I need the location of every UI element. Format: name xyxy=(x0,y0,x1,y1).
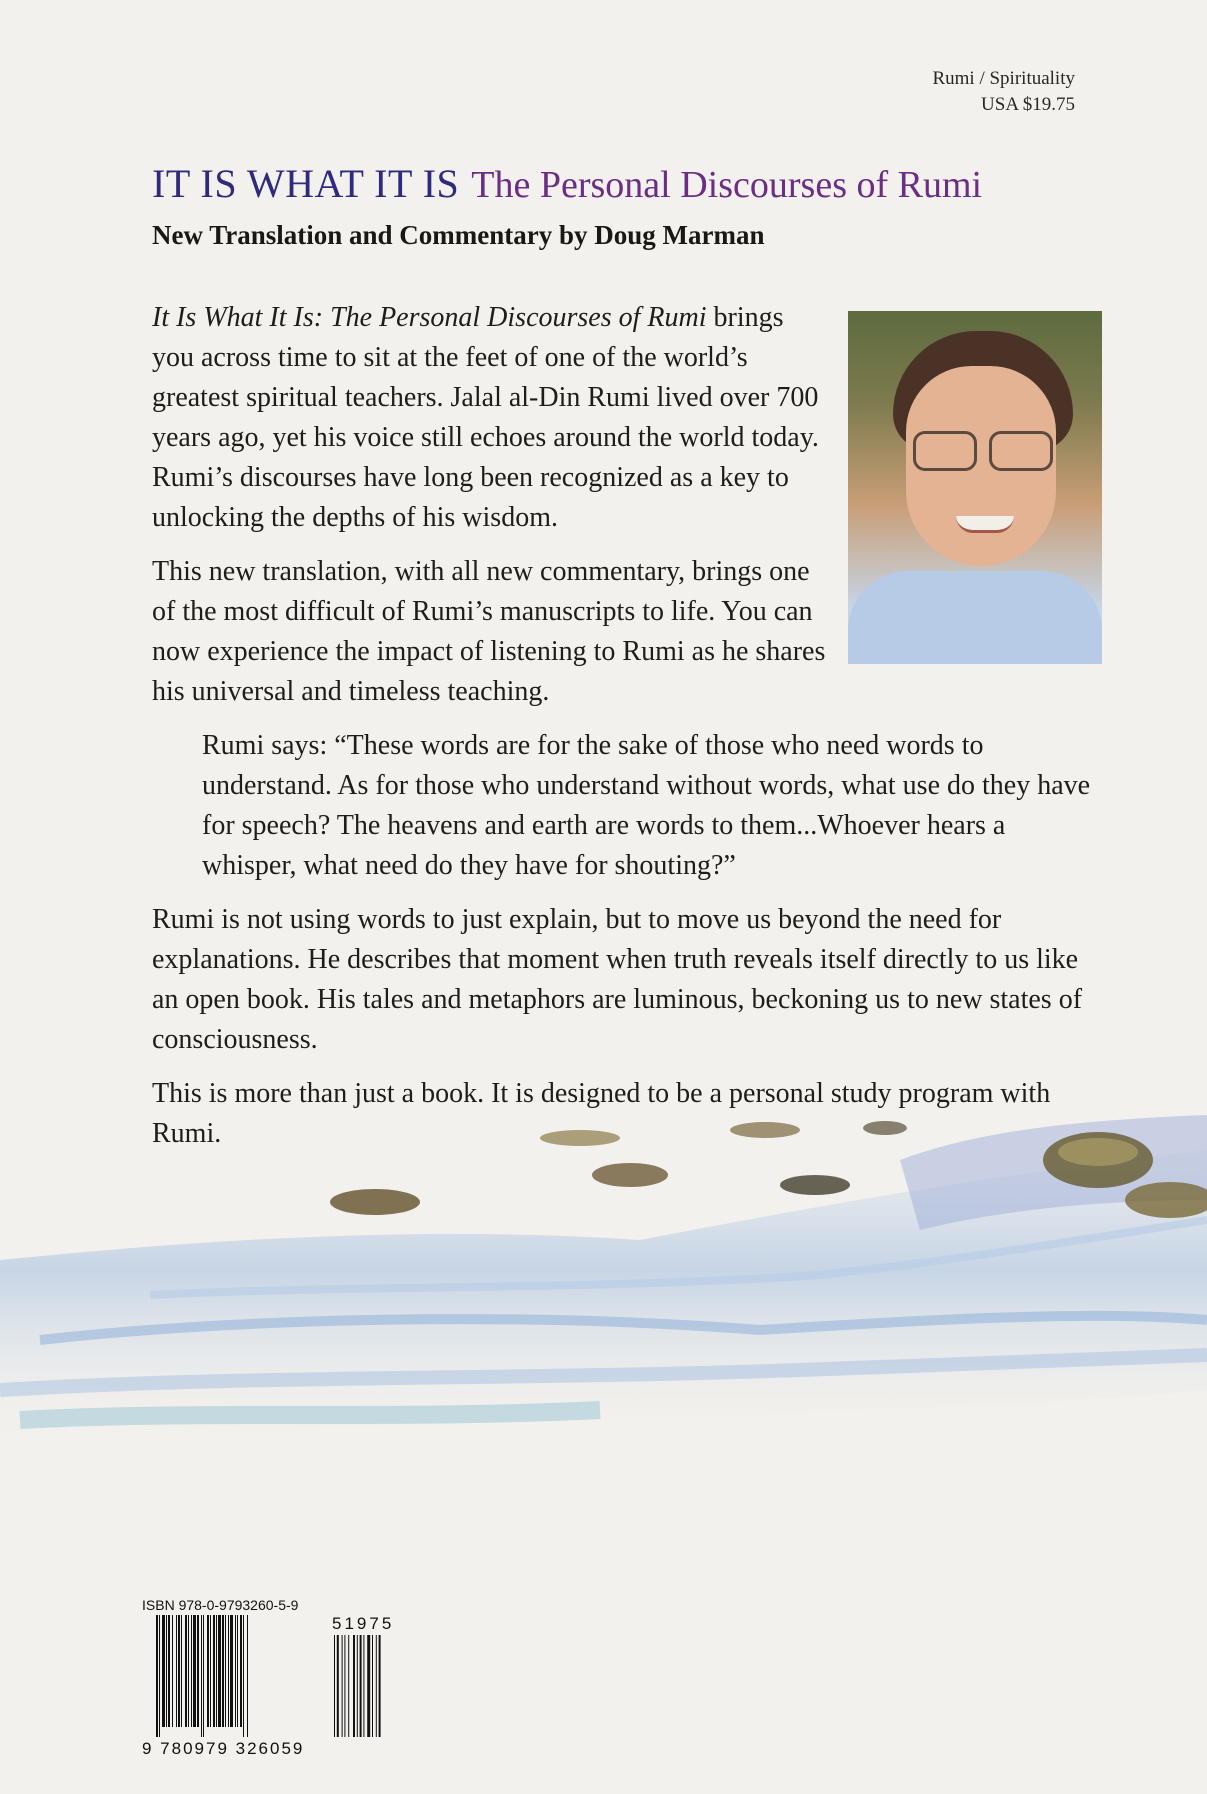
paragraph-translation: This new translation, with all new commentary, brings one of the most difficult of Rumi’s manuscripts to life. You can now experience the impact of listening to Rumi as he shares his universal and timeless teaching. xyxy=(152,556,826,707)
book-title-italic: It Is What It Is: The Personal Discourses of Rumi xyxy=(152,302,707,333)
watercolor-river-illustration xyxy=(0,1090,1207,1570)
paragraph-intro-text: brings you across time to sit at the feet of one of the world’s greatest spiritual teachers. Jalal al-Din Rumi lived over 700 years ago, yet his voice still echoes around the world today. Rumi’s discourses have long been recognized as a key to unlocking the depths of his wisdom. xyxy=(152,302,819,533)
glasses-icon xyxy=(913,431,1053,471)
price-label: USA $19.75 xyxy=(981,94,1075,115)
author-credit: New Translation and Commentary by Doug Marman xyxy=(152,220,765,250)
price-code: 51975 xyxy=(332,1614,395,1633)
title-main: IT IS WHAT IT IS xyxy=(152,161,460,206)
category-price-block xyxy=(932,66,1075,118)
isbn-barcode xyxy=(142,1597,422,1757)
author-photo xyxy=(848,311,1102,664)
ean-digits: 9 780979 326059 xyxy=(142,1739,305,1758)
description xyxy=(152,298,1102,1168)
paragraph-explanation: Rumi is not using words to just explain, but to move us beyond the need for explanations. He describes that moment when truth reveals itself directly to us like an open book. His tales and metaphors are luminous, beckoning us to new states of consciousness. xyxy=(152,904,1083,1055)
rumi-quote: Rumi says: “These words are for the sake of those who need words to understand. As for those who understand without words, what use do they have for speech? The heavens and earth are words to them...Whoever hears a whisper, what need do they have for shouting?” xyxy=(202,730,1091,881)
title-sub: The Personal Discourses of Rumi xyxy=(471,164,983,206)
genre-label: Rumi / Spirituality xyxy=(932,68,1075,89)
book-title xyxy=(152,160,982,209)
isbn-label: ISBN 978-0-9793260-5-9 xyxy=(142,1597,299,1613)
paragraph-closing: This is more than just a book. It is designed to be a personal study program with Rumi. xyxy=(152,1078,1051,1149)
